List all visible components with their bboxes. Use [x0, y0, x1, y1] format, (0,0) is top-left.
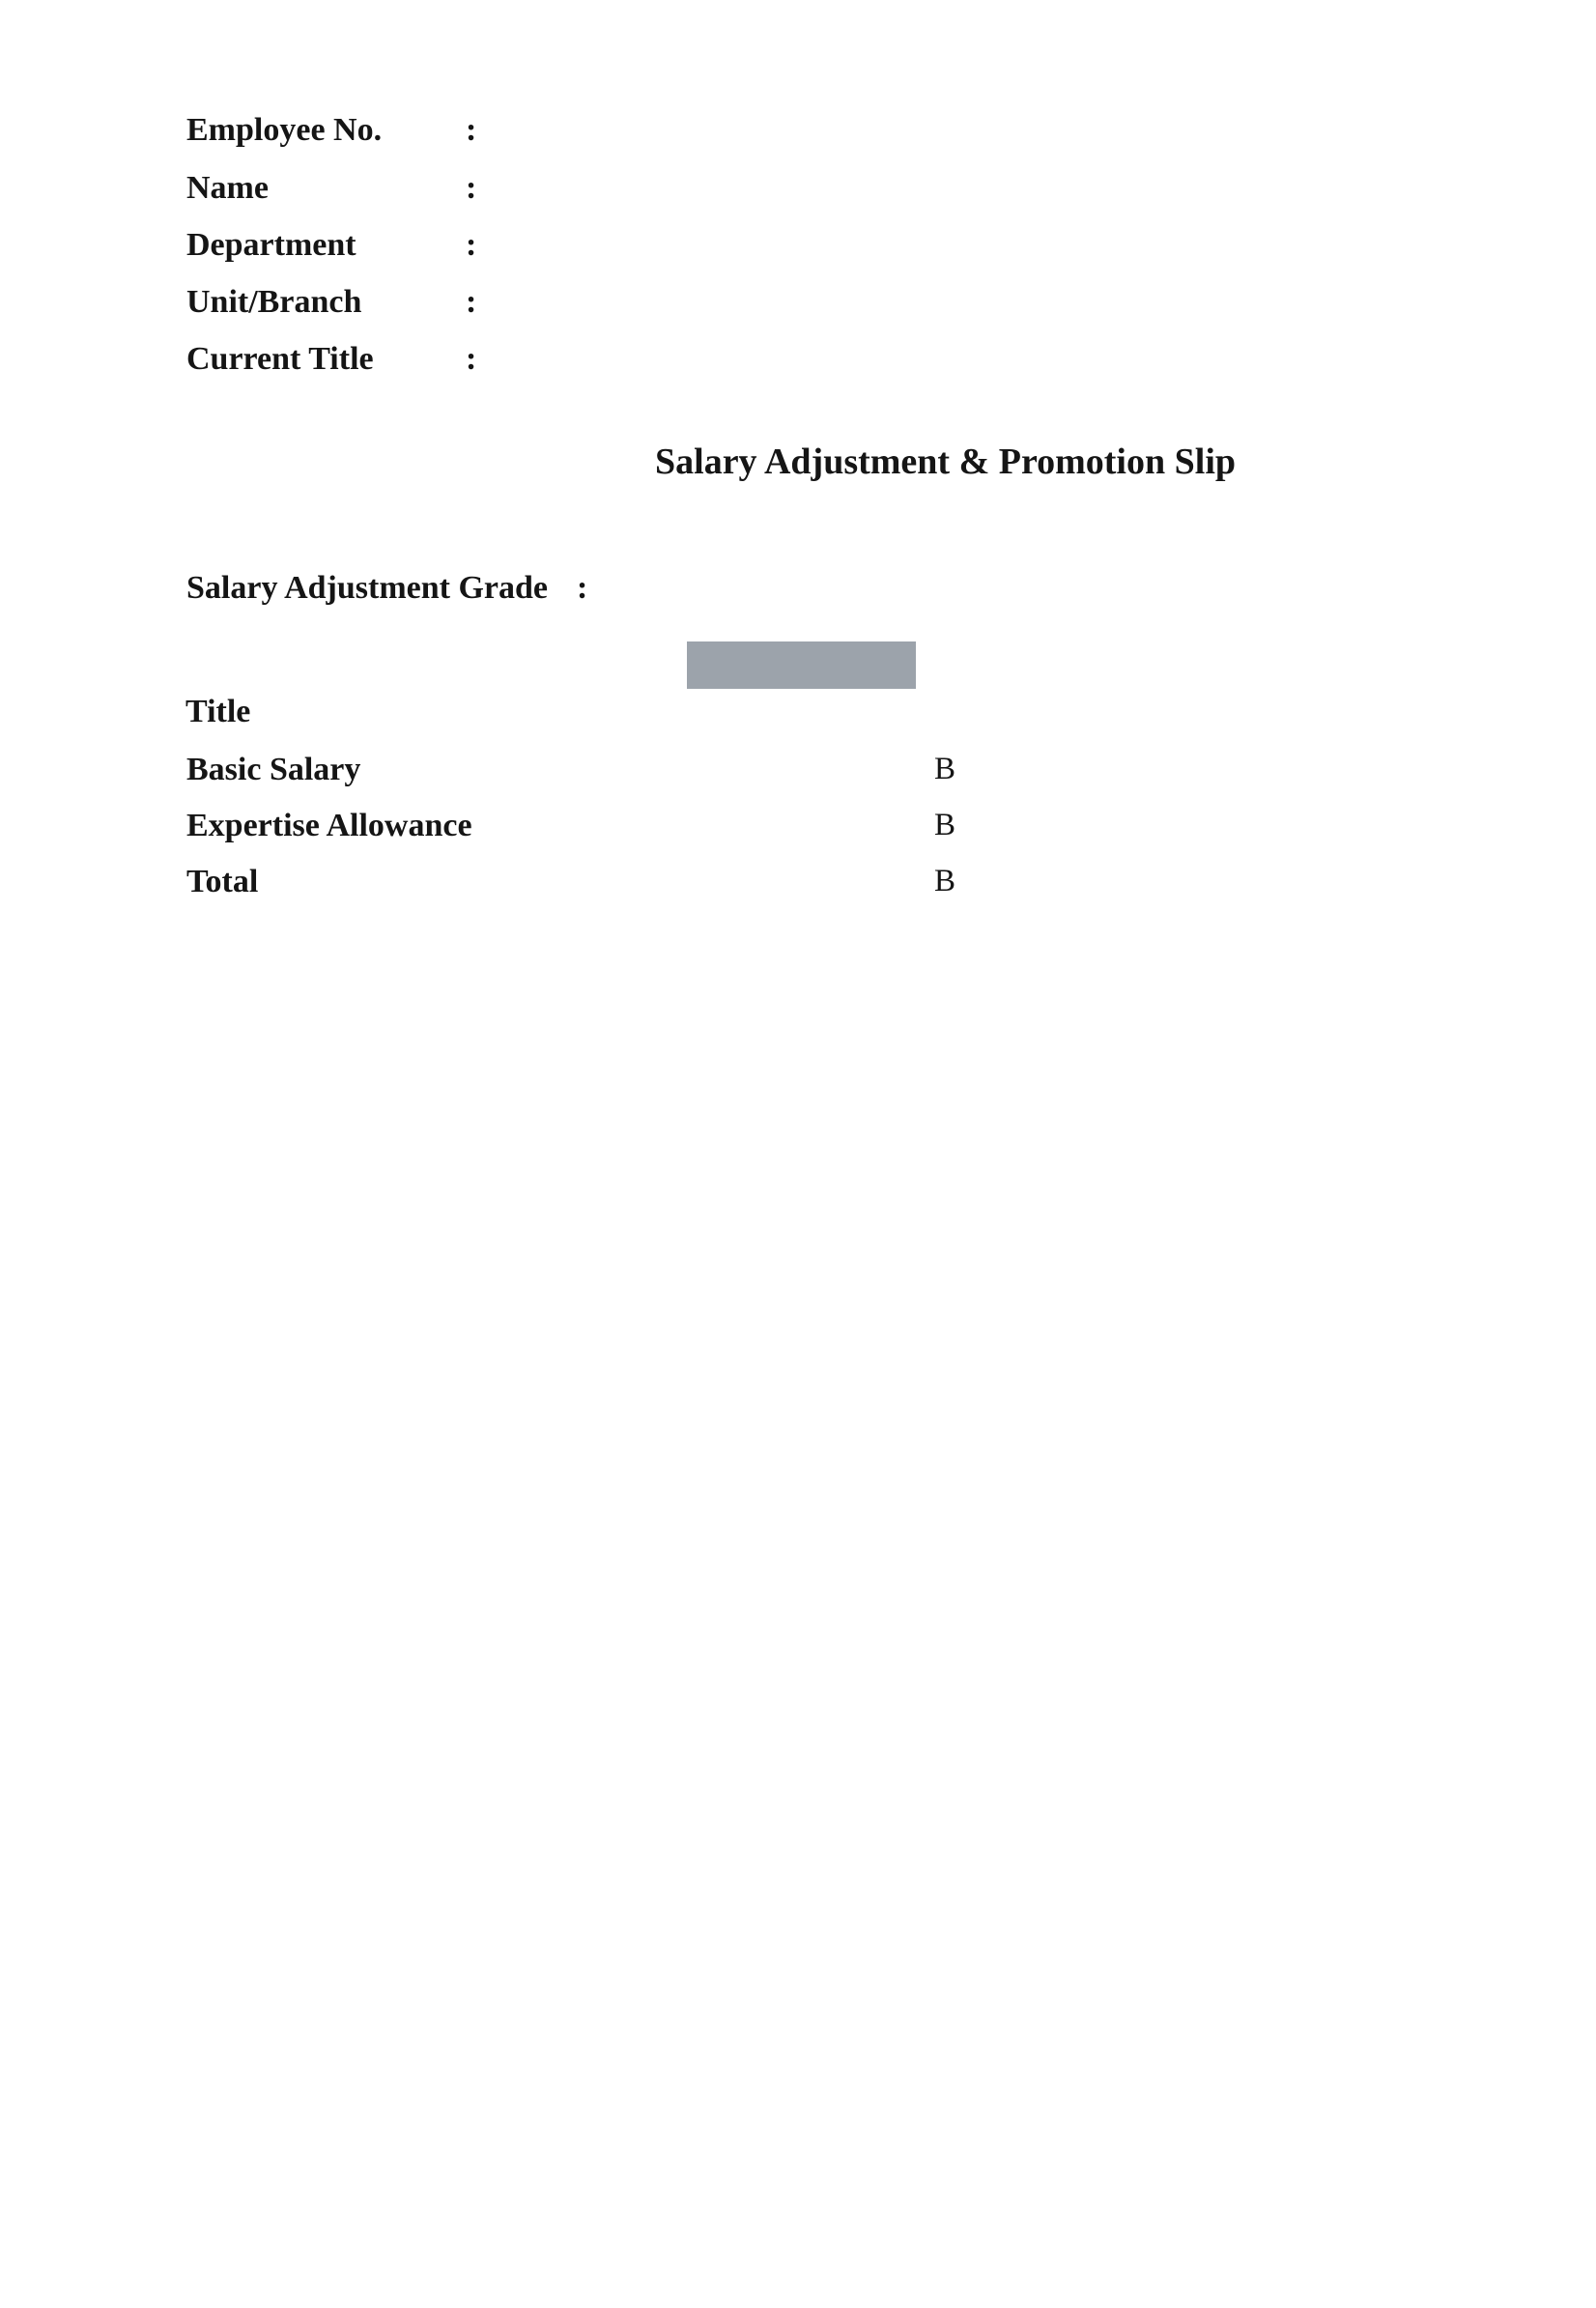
employee-no-colon: :	[466, 112, 477, 148]
unit-branch-colon: :	[466, 284, 477, 320]
basic-salary-value: B	[934, 752, 956, 786]
basic-salary-label: Basic Salary	[186, 752, 361, 787]
title-row-label: Title	[185, 694, 251, 729]
expertise-allowance-value: B	[934, 808, 956, 842]
salary-adjustment-grade-label: Salary Adjustment Grade	[186, 570, 548, 606]
department-label: Department	[186, 227, 356, 263]
page-title: Salary Adjustment & Promotion Slip	[655, 442, 1237, 482]
total-label: Total	[186, 864, 259, 899]
department-colon: :	[466, 227, 477, 263]
total-value: B	[934, 864, 956, 898]
name-colon: :	[466, 170, 477, 206]
expertise-allowance-label: Expertise Allowance	[186, 808, 472, 843]
employee-no-label: Employee No.	[186, 112, 383, 148]
current-title-colon: :	[466, 341, 477, 377]
unit-branch-label: Unit/Branch	[186, 284, 362, 320]
salary-adjustment-grade-colon: :	[577, 570, 588, 606]
current-title-label: Current Title	[186, 341, 374, 377]
name-label: Name	[186, 170, 269, 206]
redacted-grade-box	[687, 641, 916, 689]
